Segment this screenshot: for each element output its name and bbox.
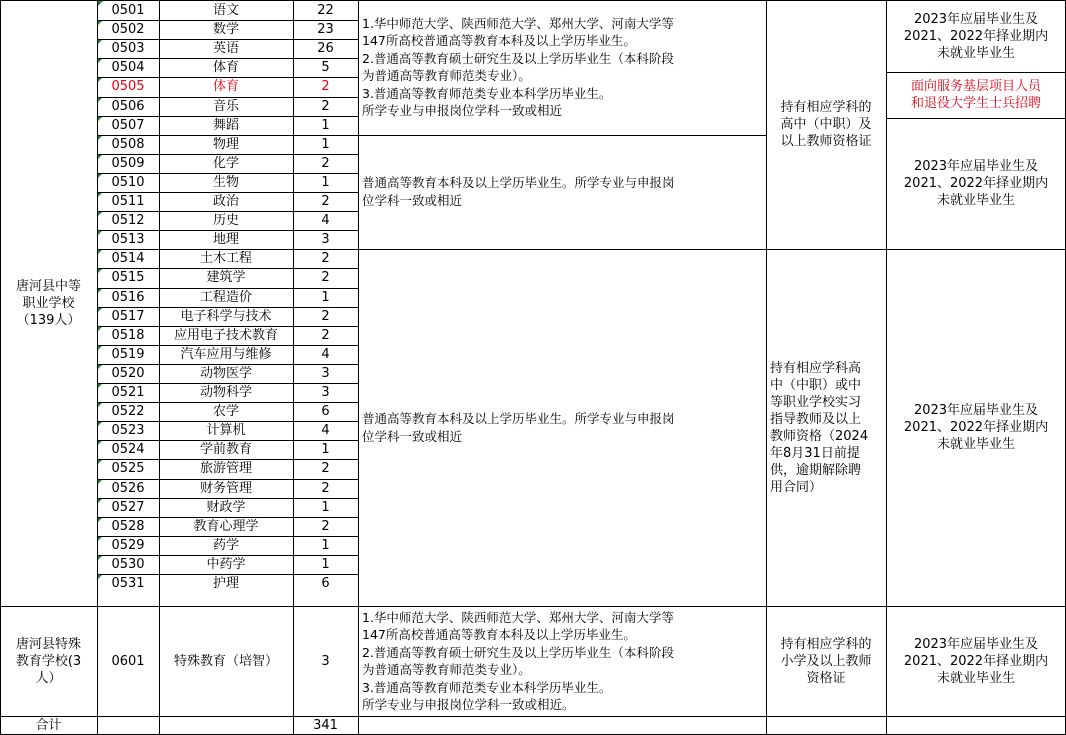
position-code: 0523 (97, 421, 159, 440)
grid-line (358, 0, 359, 735)
position-code: 0508 (97, 135, 159, 154)
target-group-line: 2023年应届毕业生及 (913, 11, 1039, 27)
target-group-text (886, 158, 1066, 209)
position-code: 0531 (97, 574, 159, 593)
grid-line (97, 20, 358, 21)
education-requirement-line: 2.普通高等教育硕士研究生及以上学历毕业生（本科阶段 (362, 644, 674, 660)
education-requirement-line: 147所高校普通高等教育本科及以上学历毕业生。 (362, 33, 636, 49)
grid-line (97, 249, 358, 250)
subject-name: 应用电子技术教育 (173, 327, 278, 343)
education-requirement-line: 所学专业与申报岗位学科一致或相近 (362, 103, 563, 119)
grid-line (97, 555, 358, 556)
hire-count: 2 (321, 79, 330, 95)
subject-name: 政治 (212, 194, 239, 210)
hire-count: 1 (321, 537, 330, 553)
grid-line (97, 574, 358, 575)
subject-name: 建筑学 (206, 270, 246, 286)
certificate-requirement-text (766, 636, 886, 687)
subject-name: 农学 (212, 404, 239, 420)
education-requirement-line: 1.华中师范大学、陕西师范大学、郑州大学、河南大学等 (362, 15, 674, 31)
position-code: 0527 (97, 498, 159, 517)
position-code: 0509 (97, 154, 159, 173)
position-code: 0522 (97, 402, 159, 421)
subject-name: 地理 (212, 232, 239, 248)
subject-name: 电子科学与技术 (180, 308, 272, 324)
hire-count: 1 (321, 174, 330, 190)
education-requirement-line: 2.普通高等教育硕士研究生及以上学历毕业生（本科阶段 (362, 50, 674, 66)
subject-name: 舞蹈 (212, 117, 239, 133)
education-requirement-line: 147所高校普通高等教育本科及以上学历毕业生。 (362, 627, 636, 642)
target-group-text (886, 636, 1066, 687)
education-requirement-text (362, 410, 763, 445)
target-group-line: 2023年应届毕业生及 (913, 159, 1039, 175)
grid-line (97, 58, 358, 59)
subject-name: 语文 (212, 3, 239, 19)
education-requirement (358, 0, 766, 135)
grid-line (97, 479, 358, 480)
school-name-line: 唐河县中等 (15, 278, 81, 294)
position-code: 0512 (97, 211, 159, 230)
position-code: 0524 (97, 440, 159, 459)
grid-line (886, 72, 1066, 73)
target-group-line: 未就业毕业生 (936, 45, 1015, 61)
subject-name: 生物 (212, 174, 239, 190)
hire-count: 2 (321, 518, 330, 534)
position-code: 0504 (97, 58, 159, 77)
position-code: 0514 (97, 249, 159, 268)
education-requirement-line: 为普通高等教育师范类专业）。 (362, 68, 531, 84)
target-group-line: 和退役大学生士兵招聘 (910, 96, 1041, 111)
certificate-requirement-line: 用合同） (770, 479, 823, 495)
target-group (886, 606, 1066, 716)
hire-count: 2 (321, 98, 330, 114)
certificate-requirement (766, 0, 886, 249)
hire-count: 2 (321, 327, 330, 343)
education-requirement-line: 3.普通高等教育师范类专业本科学历毕业生。 (362, 85, 612, 101)
school-name-text (0, 636, 97, 687)
subject-name: 体育 (212, 79, 239, 95)
grid-line (97, 498, 358, 499)
grid-line (97, 39, 358, 40)
position-code: 0528 (97, 517, 159, 536)
education-requirement-line: 普通高等教育本科及以上学历毕业生。所学专业与申报岗 (362, 411, 675, 427)
hire-count: 2 (321, 251, 330, 267)
position-code: 0529 (97, 536, 159, 555)
subject-name: 教育心理学 (193, 518, 259, 534)
total-label: 合计 (35, 718, 62, 733)
subject-name: 药学 (212, 537, 239, 553)
subject-name: 体育 (212, 60, 239, 76)
certificate-requirement-line: 持有相应学科的 (780, 100, 872, 116)
grid-line (293, 0, 294, 735)
target-group-line: 未就业毕业生 (936, 437, 1015, 453)
target-group-line: 2023年应届毕业生及 (913, 403, 1039, 419)
subject-name: 财务管理 (199, 480, 252, 496)
target-group-line: 2021、2022年择业期内 (903, 28, 1049, 44)
certificate-requirement-line: 以上教师资格证 (780, 134, 872, 150)
hire-count: 5 (321, 60, 330, 76)
hire-count: 1 (321, 499, 330, 515)
grid-line (97, 230, 358, 231)
target-group (886, 249, 1066, 606)
target-group (886, 0, 1066, 72)
hire-count: 1 (321, 556, 330, 572)
subject-name: 英语 (212, 41, 239, 57)
certificate-requirement-line: 持有相应学科高 (770, 360, 862, 376)
hire-count: 1 (321, 442, 330, 458)
subject-name: 中药学 (206, 556, 246, 572)
hire-count: 3 (321, 385, 330, 401)
position-code: 0521 (97, 383, 159, 402)
school-name (0, 606, 97, 716)
subject-name: 旅游管理 (199, 461, 252, 477)
hire-count: 2 (321, 461, 330, 477)
grid-line (97, 440, 358, 441)
grid-line (97, 345, 358, 346)
grid-line (97, 268, 358, 269)
hire-count: 4 (321, 213, 330, 229)
certificate-requirement-line: 高中（中职）及 (780, 117, 872, 133)
grid-line (97, 326, 358, 327)
position-code: 0510 (97, 173, 159, 192)
certificate-requirement-line: 中（中职）或中 (770, 377, 862, 393)
hire-count: 4 (321, 423, 330, 439)
grid-line (97, 536, 358, 537)
education-requirement-text (362, 15, 763, 120)
grid-line (97, 383, 358, 384)
position-code: 0518 (97, 326, 159, 345)
hire-count: 3 (321, 653, 330, 669)
school-name-text (0, 278, 97, 329)
subject-name: 土木工程 (199, 251, 252, 267)
position-code: 0501 (97, 1, 159, 20)
subject-name: 学前教育 (199, 442, 252, 458)
grid-line (766, 0, 767, 735)
hire-count: 4 (321, 346, 330, 362)
target-group-line: 未就业毕业生 (936, 193, 1015, 209)
subject-name: 动物科学 (199, 385, 252, 401)
target-group-line: 未就业毕业生 (936, 670, 1015, 686)
grid-line (97, 307, 358, 308)
grid-line (97, 459, 358, 460)
grid-line (97, 135, 358, 136)
target-group-text (886, 78, 1066, 112)
position-code: 0507 (97, 116, 159, 135)
target-group-line: 面向服务基层项目人员 (910, 79, 1041, 94)
school-name-line: （139人） (16, 312, 81, 328)
education-requirement-line: 位学科一致或相近 (362, 192, 463, 208)
hire-count: 3 (321, 232, 330, 248)
target-group-line: 2023年应届毕业生及 (913, 636, 1039, 652)
target-group-text (886, 11, 1066, 62)
position-code: 0505 (97, 77, 159, 96)
target-group-line: 2021、2022年择业期内 (903, 176, 1049, 192)
target-group (886, 118, 1066, 249)
grid-line (97, 77, 358, 78)
subject-name: 数学 (212, 22, 239, 38)
position-code: 0511 (97, 192, 159, 211)
education-requirement (358, 606, 766, 716)
hire-count: 23 (317, 22, 334, 38)
school-name-line: 教育学校(3 (15, 653, 82, 669)
certificate-requirement (766, 249, 886, 606)
target-group (886, 72, 1066, 118)
grid-line (97, 421, 358, 422)
grid-line (886, 0, 887, 735)
position-code: 0601 (111, 653, 145, 669)
education-requirement-line: 为普通高等教育师范类专业）。 (362, 662, 531, 677)
subject-name: 化学 (212, 155, 239, 171)
target-group-line: 2021、2022年择业期内 (903, 420, 1049, 436)
position-code: 0503 (97, 39, 159, 58)
education-requirement-line: 普通高等教育本科及以上学历毕业生。所学专业与申报岗 (362, 175, 675, 191)
subject-name: 特殊教育（培智） (173, 653, 278, 669)
hire-count: 1 (321, 289, 330, 305)
school-name-line: 人） (35, 670, 62, 686)
hire-count: 2 (321, 480, 330, 496)
subject-name: 财政学 (206, 499, 246, 515)
certificate-requirement-line: 资格证 (806, 670, 846, 686)
total-count: 341 (313, 718, 338, 733)
certificate-requirement-line: 等职业学校实习 (770, 394, 862, 410)
hire-count: 6 (321, 404, 330, 420)
hire-count: 3 (321, 365, 330, 381)
subject-name: 汽车应用与维修 (180, 346, 272, 362)
position-code: 0513 (97, 230, 159, 249)
hire-count: 2 (321, 194, 330, 210)
subject-name: 动物医学 (199, 365, 252, 381)
position-code: 0515 (97, 268, 159, 287)
position-code: 0520 (97, 364, 159, 383)
hire-count: 22 (317, 3, 334, 19)
certificate-requirement-line: 小学及以上教师 (780, 653, 872, 669)
certificate-requirement-line: 年8月31日前提 (770, 445, 860, 461)
subject-name: 物理 (212, 136, 239, 152)
subject-name: 历史 (212, 213, 239, 229)
position-code: 0525 (97, 459, 159, 478)
grid-line (97, 173, 358, 174)
hire-count: 2 (321, 270, 330, 286)
hire-count: 1 (321, 117, 330, 133)
hire-count: 6 (321, 576, 330, 592)
subject-name: 护理 (212, 576, 239, 592)
hire-count: 1 (321, 136, 330, 152)
position-code: 0530 (97, 555, 159, 574)
position-code: 0526 (97, 479, 159, 498)
position-code: 0506 (97, 97, 159, 116)
education-requirement-line: 所学专业与申报岗位学科一致或相近。 (362, 697, 575, 712)
grid-line (97, 517, 358, 518)
hire-count: 2 (321, 308, 330, 324)
hire-count: 26 (317, 41, 334, 57)
certificate-requirement-line: 教师资格（2024 (770, 428, 869, 444)
grid-line (358, 135, 766, 136)
grid-line (97, 192, 358, 193)
education-requirement (358, 135, 766, 250)
grid-line (97, 116, 358, 117)
grid-line (159, 0, 160, 735)
school-name (0, 0, 97, 606)
certificate-requirement (766, 606, 886, 716)
subject-name: 音乐 (212, 98, 239, 114)
grid-line (886, 118, 1066, 119)
grid-line (97, 0, 98, 735)
certificate-requirement-line: 指导教师及以上 (770, 411, 862, 427)
school-name-line: 唐河县特殊 (15, 636, 81, 652)
subject-name: 工程造价 (199, 289, 252, 305)
grid-line (97, 97, 358, 98)
grid-line (97, 364, 358, 365)
grid-line (97, 154, 358, 155)
education-requirement-text (362, 174, 763, 209)
position-code: 0519 (97, 345, 159, 364)
education-requirement-line: 1.华中师范大学、陕西师范大学、郑州大学、河南大学等 (362, 609, 674, 625)
target-group-line: 2021、2022年择业期内 (903, 653, 1049, 669)
grid-line (0, 0, 1, 735)
hire-count: 2 (321, 155, 330, 171)
certificate-requirement-text (766, 99, 886, 150)
education-requirement-line: 3.普通高等教育师范类专业本科学历毕业生。 (362, 679, 612, 695)
grid-line (97, 288, 358, 289)
school-name-line: 职业学校 (22, 295, 75, 311)
target-group-text (886, 402, 1066, 453)
education-requirement-text (362, 609, 763, 714)
grid-line (97, 402, 358, 403)
education-requirement (358, 249, 766, 606)
position-code: 0516 (97, 288, 159, 307)
certificate-requirement-text (770, 360, 886, 496)
certificate-requirement-line: 持有相应学科的 (780, 636, 872, 652)
position-code: 0517 (97, 307, 159, 326)
grid-line (97, 211, 358, 212)
position-code: 0502 (97, 20, 159, 39)
certificate-requirement-line: 供，逾期解除聘 (770, 462, 862, 478)
subject-name: 计算机 (206, 423, 246, 439)
grid-line (358, 249, 1066, 250)
education-requirement-line: 位学科一致或相近 (362, 428, 463, 444)
